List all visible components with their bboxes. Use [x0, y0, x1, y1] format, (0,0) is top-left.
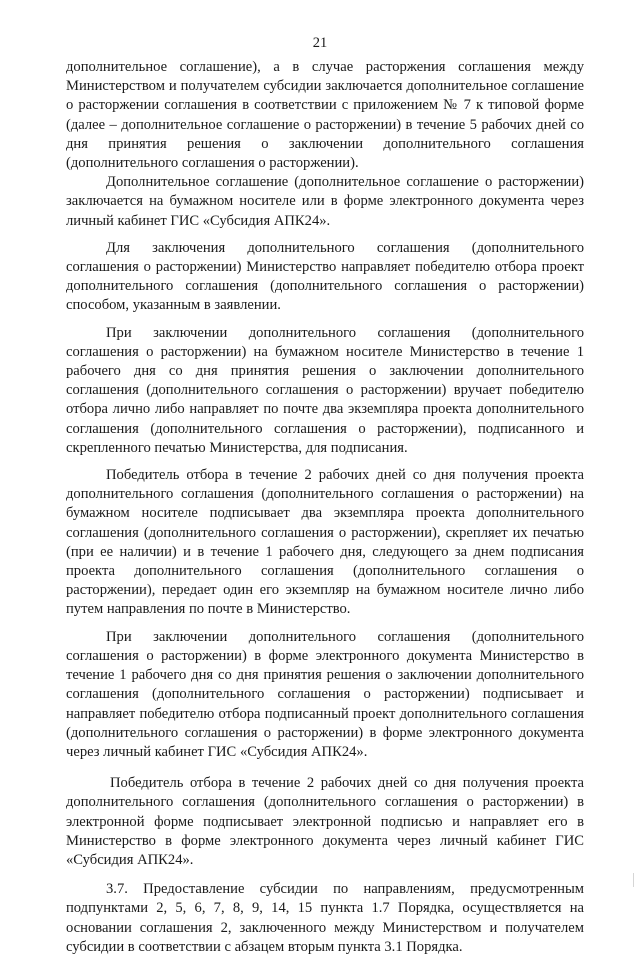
scan-edge-mark	[627, 873, 634, 887]
paragraph-5: Победитель отбора в течение 2 рабочих дней со дня получения проекта дополнительного соглашения (дополнительного соглашения о расторжении) на бумажном носителе подписывает два экземпляра проекта дополнительного соглашения (дополнительного соглашения о расторжении), скрепляет их печатью (при ее наличии) и в течение 1 рабочего дня, следующего за днем подписания проекта дополнительного соглашения (дополнительного соглашения о расторжении), передает один его экземпляр на бумажном носителе лично либо путем направления по почте в Министерство.	[66, 467, 584, 618]
paragraph-7: Победитель отбора в течение 2 рабочих дней со дня получения проекта дополнительного соглашения (дополнительного соглашения о расторжении) в электронной форме подписывает электронной подписью и направляет его в Министерство в форме электронного документа через личный кабинет ГИС «Субсидия АПК24».	[66, 775, 584, 868]
paragraph-6: При заключении дополнительного соглашения (дополнительного соглашения о расторжении) в форме электронного документа Министерство в течение 1 рабочего дня со дня принятия решения о заключении дополнительного соглашения (дополнительного соглашения о расторжении) подписывает и направляет победителю отбора подписанный проект дополнительного соглашения (дополнительного соглашения о расторжении) в форме электронного документа через личный кабинет ГИС «Субсидия АПК24».	[66, 628, 584, 760]
paragraph-2: Дополнительное соглашение (дополнительное соглашение о расторжении) заключается на бумажном носителе или в форме электронного документа через личный кабинет ГИС «Субсидия АПК24».	[66, 174, 584, 229]
paragraph-3: Для заключения дополнительного соглашения (дополнительного соглашения о расторжении) Министерство направляет победителю отбора проект дополнительного соглашения (дополнительного соглашения о расторжении) способом, указанным в заявлении.	[66, 239, 584, 314]
page-number: 21	[312, 35, 328, 51]
document-body	[66, 58, 584, 957]
paragraph-8: 3.7. Предоставление субсидии по направлениям, предусмотренным подпунктами 2, 5, 6, 7, 8, 9, 14, 15 пункта 1.7 Порядка, осуществляется на основании соглашения 2, заключенного между Министерством и получателем субсидии в соответствии с абзацем вторым пункта 3.1 Порядка.	[66, 881, 584, 955]
paragraph-1: дополнительное соглашение), а в случае расторжения соглашения между Министерством и получателем субсидии заключается дополнительное соглашение о расторжении соглашения в соответствии с приложением № 7 к типовой форме (далее – дополнительное соглашение о расторжении) в течение 5 рабочих дней со дня принятия решения о заключении дополнительного соглашения (дополнительного соглашения о расторжении).	[66, 59, 584, 172]
paragraph-4: При заключении дополнительного соглашения (дополнительного соглашения о расторжении) на бумажном носителе Министерство в течение 1 рабочего дня со дня принятия решения о заключении дополнительного соглашения (дополнительного соглашения о расторжении) вручает победителю отбора лично либо направляет по почте два экземпляра проекта дополнительного соглашения (дополнительного соглашения о расторжении), подписанного и скрепленного печатью Министерства, для подписания.	[66, 324, 584, 456]
